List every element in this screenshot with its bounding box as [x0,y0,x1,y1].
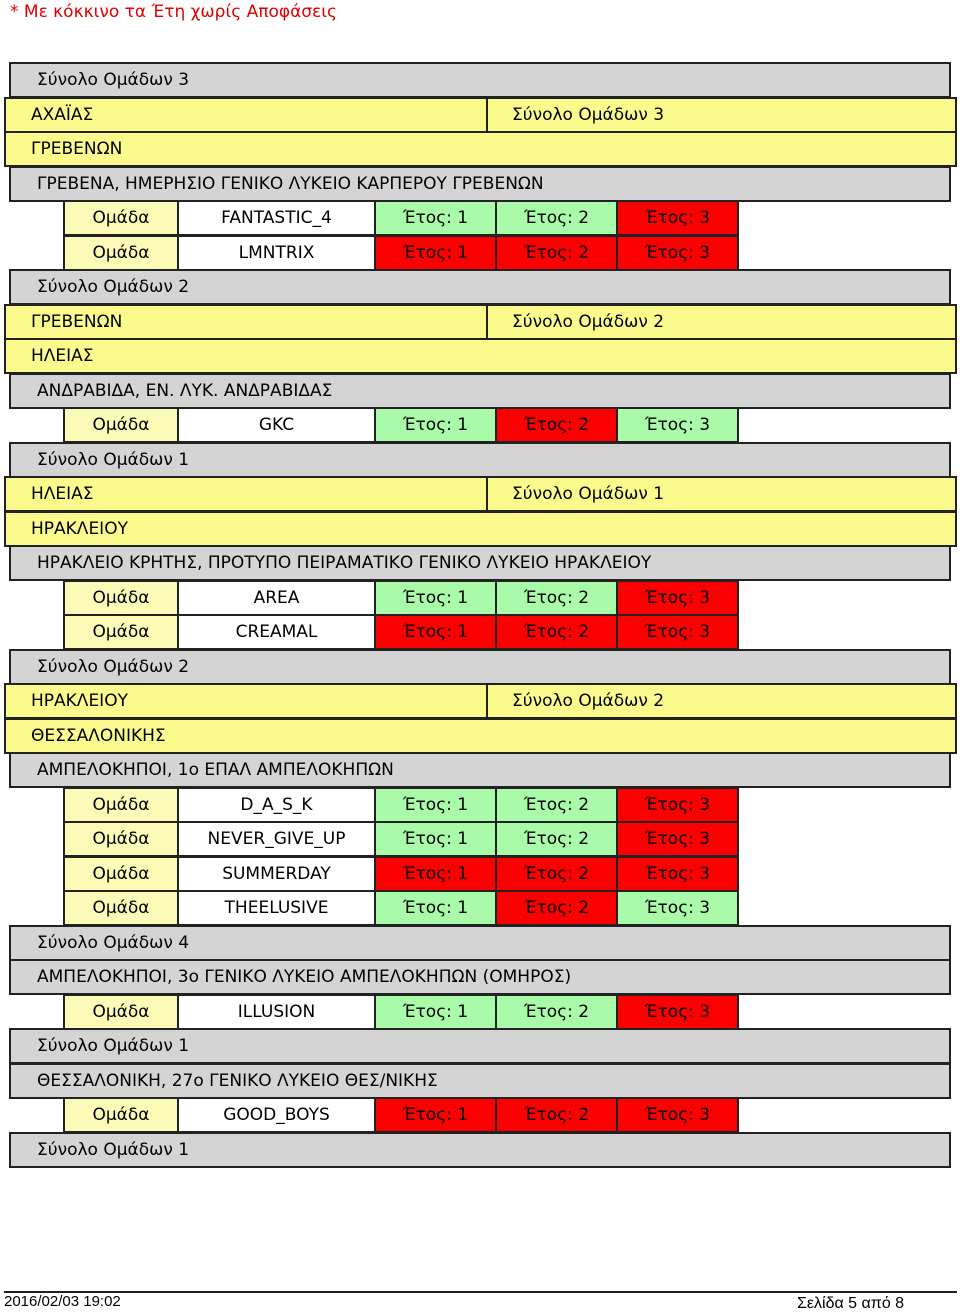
team-label: Ομάδα [63,856,179,892]
year-1-cell: Έτος: 1 [374,890,497,926]
team-name: GKC [177,407,376,443]
year-2-cell: Έτος: 2 [495,407,618,443]
region-name: ΓΡΕΒΕΝΩΝ [31,312,123,332]
team-label: Ομάδα [63,994,179,1030]
region-total-row [4,683,957,719]
region-total-row [4,476,957,512]
year-1-cell: Έτος: 1 [374,580,497,616]
year-1-cell: Έτος: 1 [374,856,497,892]
team-name: LMNTRIX [177,235,376,271]
school-header [9,545,951,581]
year-3-cell: Έτος: 3 [616,1097,739,1133]
region-name: ΑΧΑΪΑΣ [31,105,94,125]
region-name: ΓΡΕΒΕΝΩΝ [31,139,123,159]
region-total-divider [486,306,488,338]
year-1-cell: Έτος: 1 [374,821,497,857]
year-3-cell: Έτος: 3 [616,821,739,857]
team-name: GOOD_BOYS [177,1097,376,1133]
group-total-row [9,925,951,961]
year-2-cell: Έτος: 2 [495,821,618,857]
team-name: D_A_S_K [177,787,376,823]
group-total-row [9,269,951,305]
footer-page-number: Σελίδα 5 από 8 [797,1295,905,1312]
total-text: Σύνολο Ομάδων 2 [37,277,190,297]
year-3-cell: Έτος: 3 [616,890,739,926]
team-row [63,200,739,236]
year-2-cell: Έτος: 2 [495,994,618,1030]
team-row [63,1097,739,1133]
region-total-count: Σύνολο Ομάδων 2 [512,691,665,711]
group-total-row [9,442,951,478]
year-2-cell: Έτος: 2 [495,1097,618,1133]
team-row [63,235,739,271]
team-label: Ομάδα [63,821,179,857]
year-1-cell: Έτος: 1 [374,614,497,650]
team-label: Ομάδα [63,890,179,926]
region-total-row [4,304,957,340]
year-3-cell: Έτος: 3 [616,787,739,823]
team-row [63,787,739,823]
team-label: Ομάδα [63,1097,179,1133]
year-2-cell: Έτος: 2 [495,235,618,271]
team-row [63,890,739,926]
school-name: ΘΕΣΣΑΛΟΝΙΚΗ, 27ο ΓΕΝΙΚΟ ΛΥΚΕΙΟ ΘΕΣ/ΝΙΚΗΣ [37,1071,438,1091]
region-total-divider [486,478,488,510]
region-total-count: Σύνολο Ομάδων 2 [512,312,665,332]
region-name: ΗΛΕΙΑΣ [31,484,94,504]
total-text: Σύνολο Ομάδων 1 [37,1036,190,1056]
team-name: FANTASTIC_4 [177,200,376,236]
total-text: Σύνολο Ομάδων 3 [37,70,190,90]
school-name: ΓΡΕΒΕΝΑ, ΗΜΕΡΗΣΙΟ ΓΕΝΙΚΟ ΛΥΚΕΙΟ ΚΑΡΠΕΡΟΥ ΓΡΕΒΕΝΩΝ [37,174,544,194]
school-header [9,373,951,409]
year-1-cell: Έτος: 1 [374,235,497,271]
region-total-count: Σύνολο Ομάδων 1 [512,484,665,504]
year-2-cell: Έτος: 2 [495,614,618,650]
region-total-divider [486,685,488,717]
year-1-cell: Έτος: 1 [374,407,497,443]
group-total-row [9,1132,951,1168]
year-1-cell: Έτος: 1 [374,994,497,1030]
region-total-row [4,97,957,133]
team-row [63,821,739,857]
year-3-cell: Έτος: 3 [616,235,739,271]
school-header [9,959,951,995]
group-total-row [9,62,951,98]
team-row [63,580,739,616]
year-2-cell: Έτος: 2 [495,890,618,926]
team-label: Ομάδα [63,407,179,443]
school-name: ΑΜΠΕΛΟΚΗΠΟΙ, 1ο ΕΠΑΛ ΑΜΠΕΛΟΚΗΠΩΝ [37,760,394,780]
team-label: Ομάδα [63,200,179,236]
region-name: ΗΛΕΙΑΣ [31,346,94,366]
footer-divider [4,1291,957,1293]
school-name: ΑΝΔΡΑΒΙΔΑ, ΕΝ. ΛΥΚ. ΑΝΔΡΑΒΙΔΑΣ [37,381,333,401]
year-2-cell: Έτος: 2 [495,200,618,236]
school-name: ΗΡΑΚΛΕΙΟ ΚΡΗΤΗΣ, ΠΡΟΤΥΠΟ ΠΕΙΡΑΜΑΤΙΚΟ ΓΕΝΙΚΟ ΛΥΚΕΙΟ ΗΡΑΚΛΕΙΟΥ [37,553,652,573]
school-header [9,752,951,788]
school-name: ΑΜΠΕΛΟΚΗΠΟΙ, 3ο ΓΕΝΙΚΟ ΛΥΚΕΙΟ ΑΜΠΕΛΟΚΗΠΩΝ (ΟΜΗΡΟΣ) [37,967,572,987]
total-text: Σύνολο Ομάδων 1 [37,450,190,470]
team-row [63,856,739,892]
region-total-count: Σύνολο Ομάδων 3 [512,105,665,125]
region-header [4,718,957,754]
year-3-cell: Έτος: 3 [616,994,739,1030]
team-name: NEVER_GIVE_UP [177,821,376,857]
region-header [4,338,957,374]
region-name: ΗΡΑΚΛΕΙΟΥ [31,519,128,539]
team-label: Ομάδα [63,614,179,650]
year-2-cell: Έτος: 2 [495,787,618,823]
team-row [63,614,739,650]
team-row [63,994,739,1030]
region-header [4,511,957,547]
team-name: CREAMAL [177,614,376,650]
region-name: ΘΕΣΣΑΛΟΝΙΚΗΣ [31,726,166,746]
year-1-cell: Έτος: 1 [374,787,497,823]
group-total-row [9,649,951,685]
year-2-cell: Έτος: 2 [495,580,618,616]
year-3-cell: Έτος: 3 [616,580,739,616]
region-name: ΗΡΑΚΛΕΙΟΥ [31,691,128,711]
year-1-cell: Έτος: 1 [374,1097,497,1133]
team-name: SUMMERDAY [177,856,376,892]
group-total-row [9,1028,951,1064]
total-text: Σύνολο Ομάδων 1 [37,1140,190,1160]
total-text: Σύνολο Ομάδων 4 [37,933,190,953]
year-3-cell: Έτος: 3 [616,856,739,892]
team-name: THEELUSIVE [177,890,376,926]
year-1-cell: Έτος: 1 [374,200,497,236]
total-text: Σύνολο Ομάδων 2 [37,657,190,677]
legend-note: * Με κόκκινο τα Έτη χωρίς Αποφάσεις [10,2,337,22]
footer-datetime: 2016/02/03 19:02 [4,1293,121,1310]
team-name: AREA [177,580,376,616]
team-row [63,407,739,443]
school-header [9,1063,951,1099]
team-name: ILLUSION [177,994,376,1030]
year-3-cell: Έτος: 3 [616,614,739,650]
region-header [4,131,957,167]
year-2-cell: Έτος: 2 [495,856,618,892]
year-3-cell: Έτος: 3 [616,407,739,443]
year-3-cell: Έτος: 3 [616,200,739,236]
team-label: Ομάδα [63,580,179,616]
school-header [9,166,951,202]
team-label: Ομάδα [63,235,179,271]
team-label: Ομάδα [63,787,179,823]
region-total-divider [486,99,488,131]
